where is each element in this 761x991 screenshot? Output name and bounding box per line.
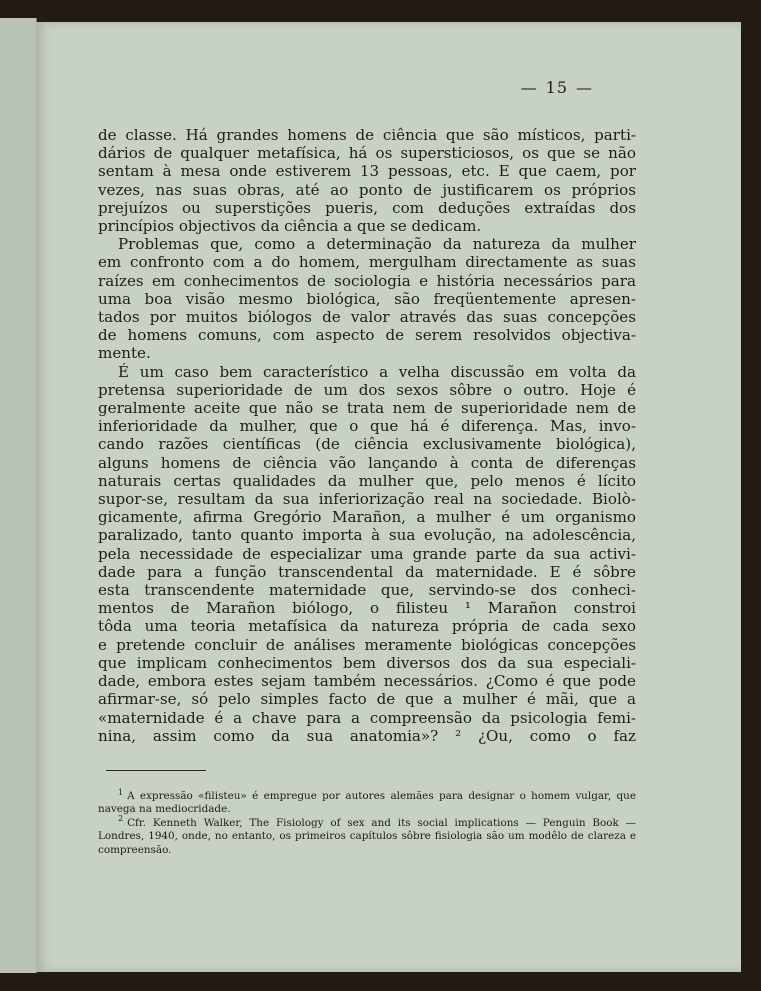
- text-line: inferioridade da mulher, que o que há é diferença. Mas, invo-: [98, 417, 636, 436]
- footnotes: [98, 787, 636, 857]
- text-line: geralmente aceite que não se trata nem de superioridade nem de: [98, 399, 636, 418]
- text-line: de homens comuns, com aspecto de serem resolvidos objectiva-: [98, 326, 636, 345]
- text-line: em confronto com a do homem, mergulham directamente as suas: [98, 253, 636, 272]
- page-number-dash-right: —: [576, 78, 593, 97]
- text-line: prejuízos ou superstições pueris, com deduções extraídas dos: [98, 198, 636, 217]
- text-line: que implicam conhecimentos bem diversos dos da sua especiali-: [98, 653, 636, 672]
- text-line: mente.: [98, 344, 151, 363]
- text-line: vezes, nas suas obras, até ao ponto de justificarem os próprios: [98, 180, 636, 199]
- paragraph-3: [98, 363, 636, 745]
- text-line: cando razões científicas (de ciência exclusivamente biológica),: [98, 435, 636, 454]
- text-line: e pretende concluir de análises meramente biológicas concepções: [98, 635, 636, 654]
- text-line: Problemas que, como a determinação da natureza da mulher: [118, 235, 636, 254]
- text-line: naturais certas qualidades da mulher que, pelo menos é lícito: [98, 471, 636, 490]
- book-page: [36, 22, 741, 972]
- page-number: [513, 78, 601, 97]
- text-line: raízes em conhecimentos de sociologia e história necessários para: [98, 271, 636, 290]
- body-text: [98, 126, 636, 745]
- text-line: pela necessidade de especializar uma grande parte da sua activi-: [98, 544, 636, 563]
- text-line: pretensa superioridade de um dos sexos sôbre o outro. Hoje é: [98, 380, 636, 399]
- footnote-number: 1: [118, 787, 124, 797]
- text-line: dade para a função transcendental da maternidade. E é sôbre: [98, 562, 636, 581]
- text-line: nina, assim como da sua anatomia»? ² ¿Ou, como o faz: [98, 726, 636, 745]
- text-line: supor-se, resultam da sua inferiorização real na sociedade. Biolò-: [98, 490, 636, 509]
- text-line: alguns homens de ciência vão lançando à conta de diferenças: [98, 453, 636, 472]
- text-line: esta transcendente maternidade que, servindo-se dos conheci-: [98, 581, 636, 600]
- text-line: mentos de Marañon biólogo, o filisteu ¹ Marañon constroi: [98, 599, 636, 618]
- text-line: dade, embora estes sejam também necessários. ¿Como é que pode: [98, 672, 636, 691]
- text-line: de classe. Há grandes homens de ciência que são místicos, parti-: [98, 126, 636, 144]
- paragraph-1: [98, 126, 636, 235]
- footnote-2: [98, 814, 636, 857]
- page-number-value: 15: [545, 78, 568, 97]
- text-line: paralizado, tanto quanto importa à sua evolução, na adolescência,: [98, 526, 636, 545]
- footnote-text: Cfr. Kenneth Walker, The Fisiology of sex and its social implications — Penguin Book — Londres, 1940, onde, no entanto, os primeiros capítulos sôbre fisiologia são um modêlo de clareza e compreensão.: [98, 816, 636, 856]
- footnote-number: 2: [118, 814, 124, 824]
- text-line: dários de qualquer metafísica, há os supersticiosos, os que se não: [98, 144, 636, 163]
- text-line: uma boa visão mesmo biológica, são freqüentemente apresen-: [98, 289, 636, 308]
- text-line: É um caso bem característico a velha discussão em volta da: [118, 362, 636, 381]
- facing-page-edge: [0, 18, 37, 973]
- footnote-text: A expressão «filisteu» é empregue por autores alemães para designar o homem vulgar, que navega na mediocridade.: [98, 790, 636, 816]
- text-line: princípios objectivos da ciência a que se dedicam.: [98, 217, 482, 236]
- paragraph-2: [98, 235, 636, 362]
- footnote-divider: [106, 770, 206, 771]
- text-line: tôda uma teoria metafísica da natureza própria de cada sexo: [98, 617, 636, 636]
- text-line: gicamente, afirma Gregório Marañon, a mulher é um organismo: [98, 508, 636, 527]
- footnote-1: [98, 787, 636, 817]
- page-number-dash-left: —: [520, 78, 538, 97]
- text-line: tados por muitos biólogos de valor através das suas concepções: [98, 308, 636, 327]
- text-line: sentam à mesa onde estiverem 13 pessoas, etc. E que caem, por: [98, 162, 636, 181]
- text-line: afirmar-se, só pelo simples facto de que a mulher é mãi, que a: [98, 690, 636, 709]
- text-line: «maternidade é a chave para a compreensão da psicologia femi-: [98, 708, 636, 727]
